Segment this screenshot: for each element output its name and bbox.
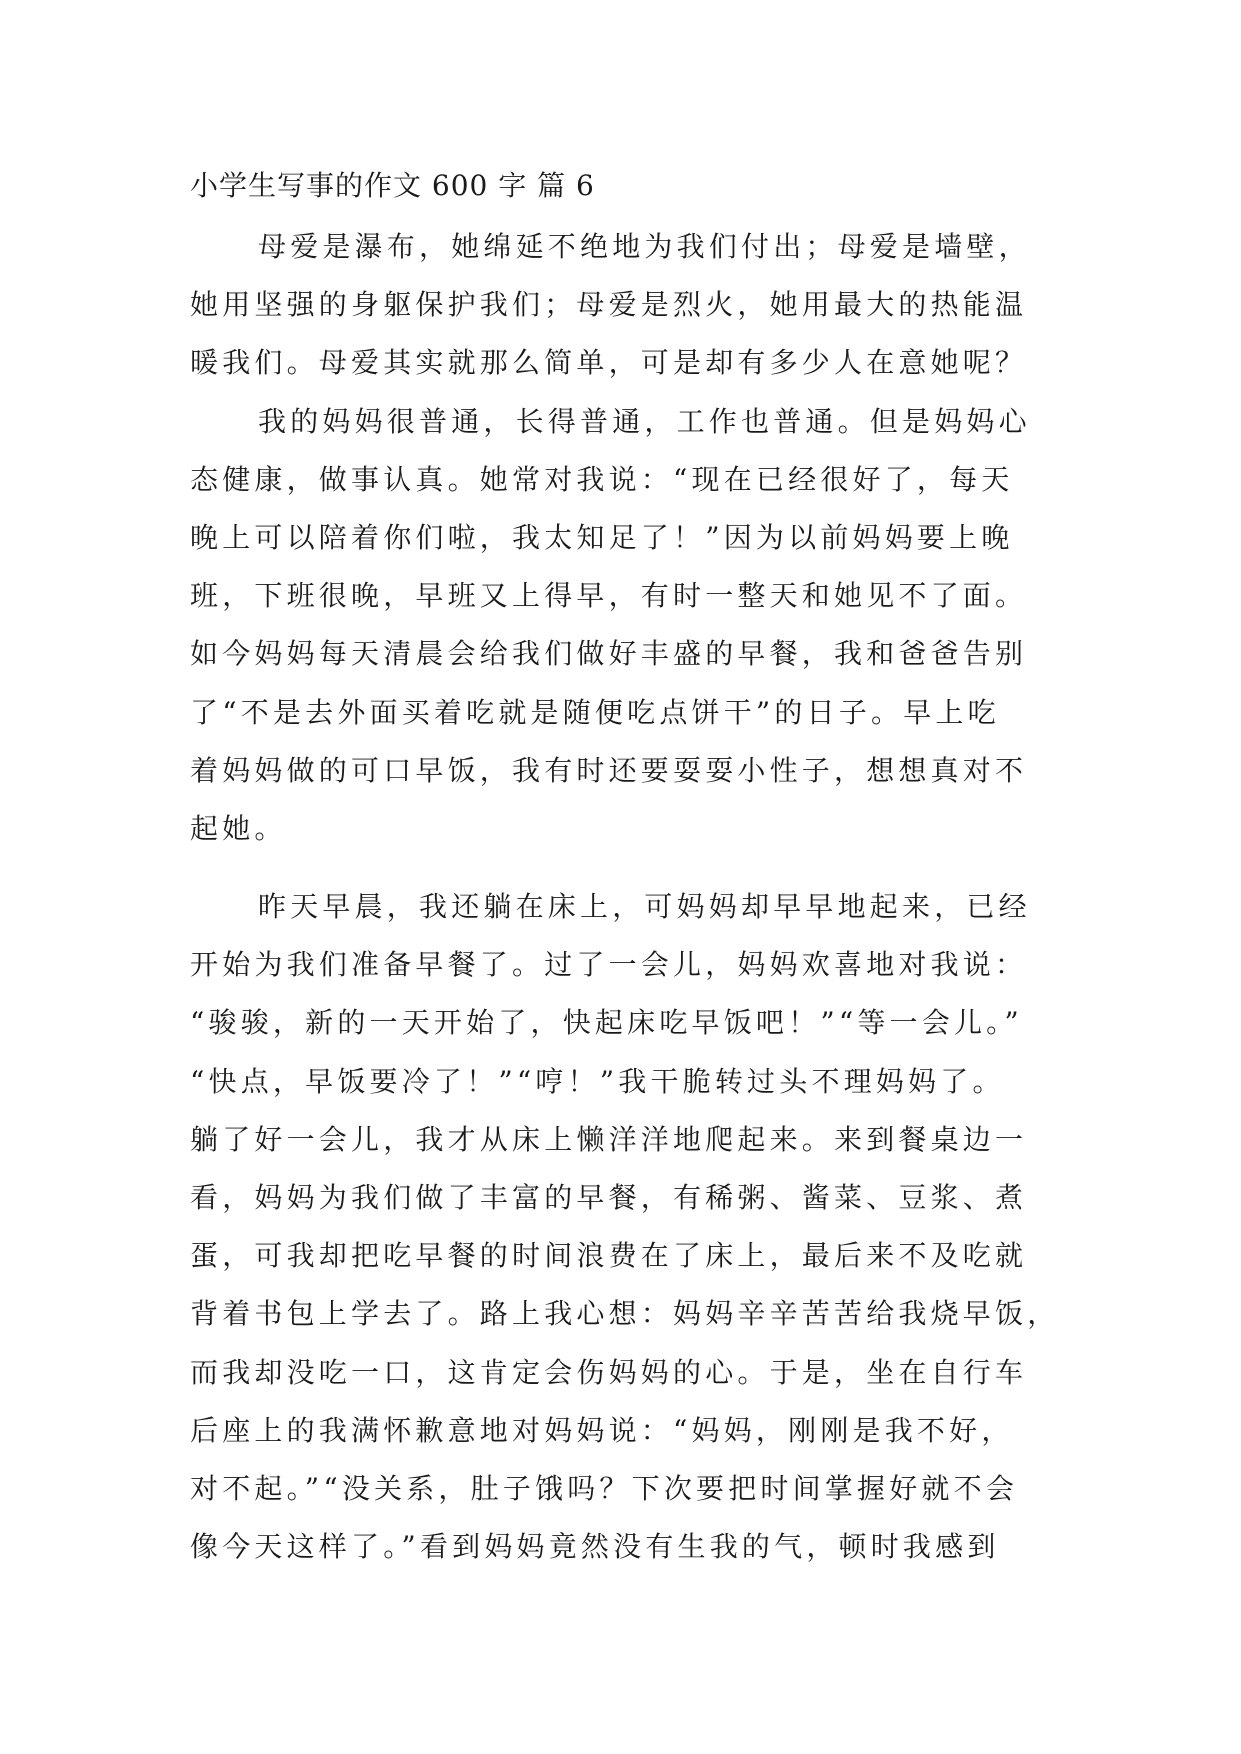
text-line: “快点，早饭要冷了！”“哼！”我干脆转过头不理妈妈了。 (190, 1064, 1005, 1098)
text-line: 态健康，做事认真。她常对我说：“现在已经很好了，每天 (190, 462, 1014, 496)
text-line: 而我却没吃一口，这肯定会伤妈妈的心。于是，坐在自行车 (190, 1355, 1028, 1389)
text-line: 看，妈妈为我们做了丰富的早餐，有稀粥、酱菜、豆浆、煮 (190, 1181, 1028, 1214)
text-line: 母爱是瀑布，她绵延不绝地为我们付出；母爱是墙壁， (258, 230, 1031, 263)
essay-title: 小学生写事的作文 600 字 篇 6 (190, 169, 595, 202)
text-line: 了“不是去外面买着吃就是随便吃点饼干”的日子。早上吃 (190, 695, 1000, 729)
text-line: “骏骏，新的一天开始了，快起床吃早饭吧！”“等一会儿。” (190, 1006, 1023, 1040)
essay-body (190, 218, 1060, 1576)
text-line: 起她。 (190, 811, 287, 845)
text-line: 如今妈妈每天清晨会给我们做好丰盛的早餐，我和爸爸告别 (190, 637, 1028, 671)
text-line: 对不起。”“没关系，肚子饿吗？下次要把时间掌握好就不会 (190, 1471, 1019, 1505)
text-line: 开始为我们准备早餐了。过了一会儿，妈妈欢喜地对我说： (190, 948, 1028, 982)
text-line: 晚上可以陪着你们啦，我太知足了！”因为以前妈妈要上晚 (190, 520, 1014, 554)
text-line: 躺了好一会儿，我才从床上懒洋洋地爬起来。来到餐桌边一 (190, 1122, 1028, 1156)
text-line: 背着书包上学去了。路上我心想：妈妈辛辛苦苦给我烧早饭， (190, 1297, 1060, 1331)
text-line: 暖我们。母爱其实就那么简单，可是却有多少人在意她呢？ (190, 346, 1028, 380)
text-line: 后座上的我满怀歉意地对妈妈说：“妈妈，刚刚是我不好， (190, 1413, 1014, 1447)
text-line: 着妈妈做的可口早饭，我有时还要耍耍小性子，想想真对不 (190, 753, 1028, 787)
text-line: 她用坚强的身躯保护我们；母爱是烈火，她用最大的热能温 (190, 288, 1028, 322)
text-line: 蛋，可我却把吃早餐的时间浪费在了床上，最后来不及吃就 (190, 1239, 1028, 1273)
text-line: 像今天这样了。”看到妈妈竟然没有生我的气，顿时我感到 (190, 1530, 1000, 1564)
text-line: 我的妈妈很普通，长得普通，工作也普通。但是妈妈心 (258, 404, 1031, 438)
text-line: 昨天早晨，我还躺在床上，可妈妈却早早地起来，已经 (258, 890, 1031, 924)
text-line: 班，下班很晚，早班又上得早，有时一整天和她见不了面。 (190, 579, 1028, 613)
